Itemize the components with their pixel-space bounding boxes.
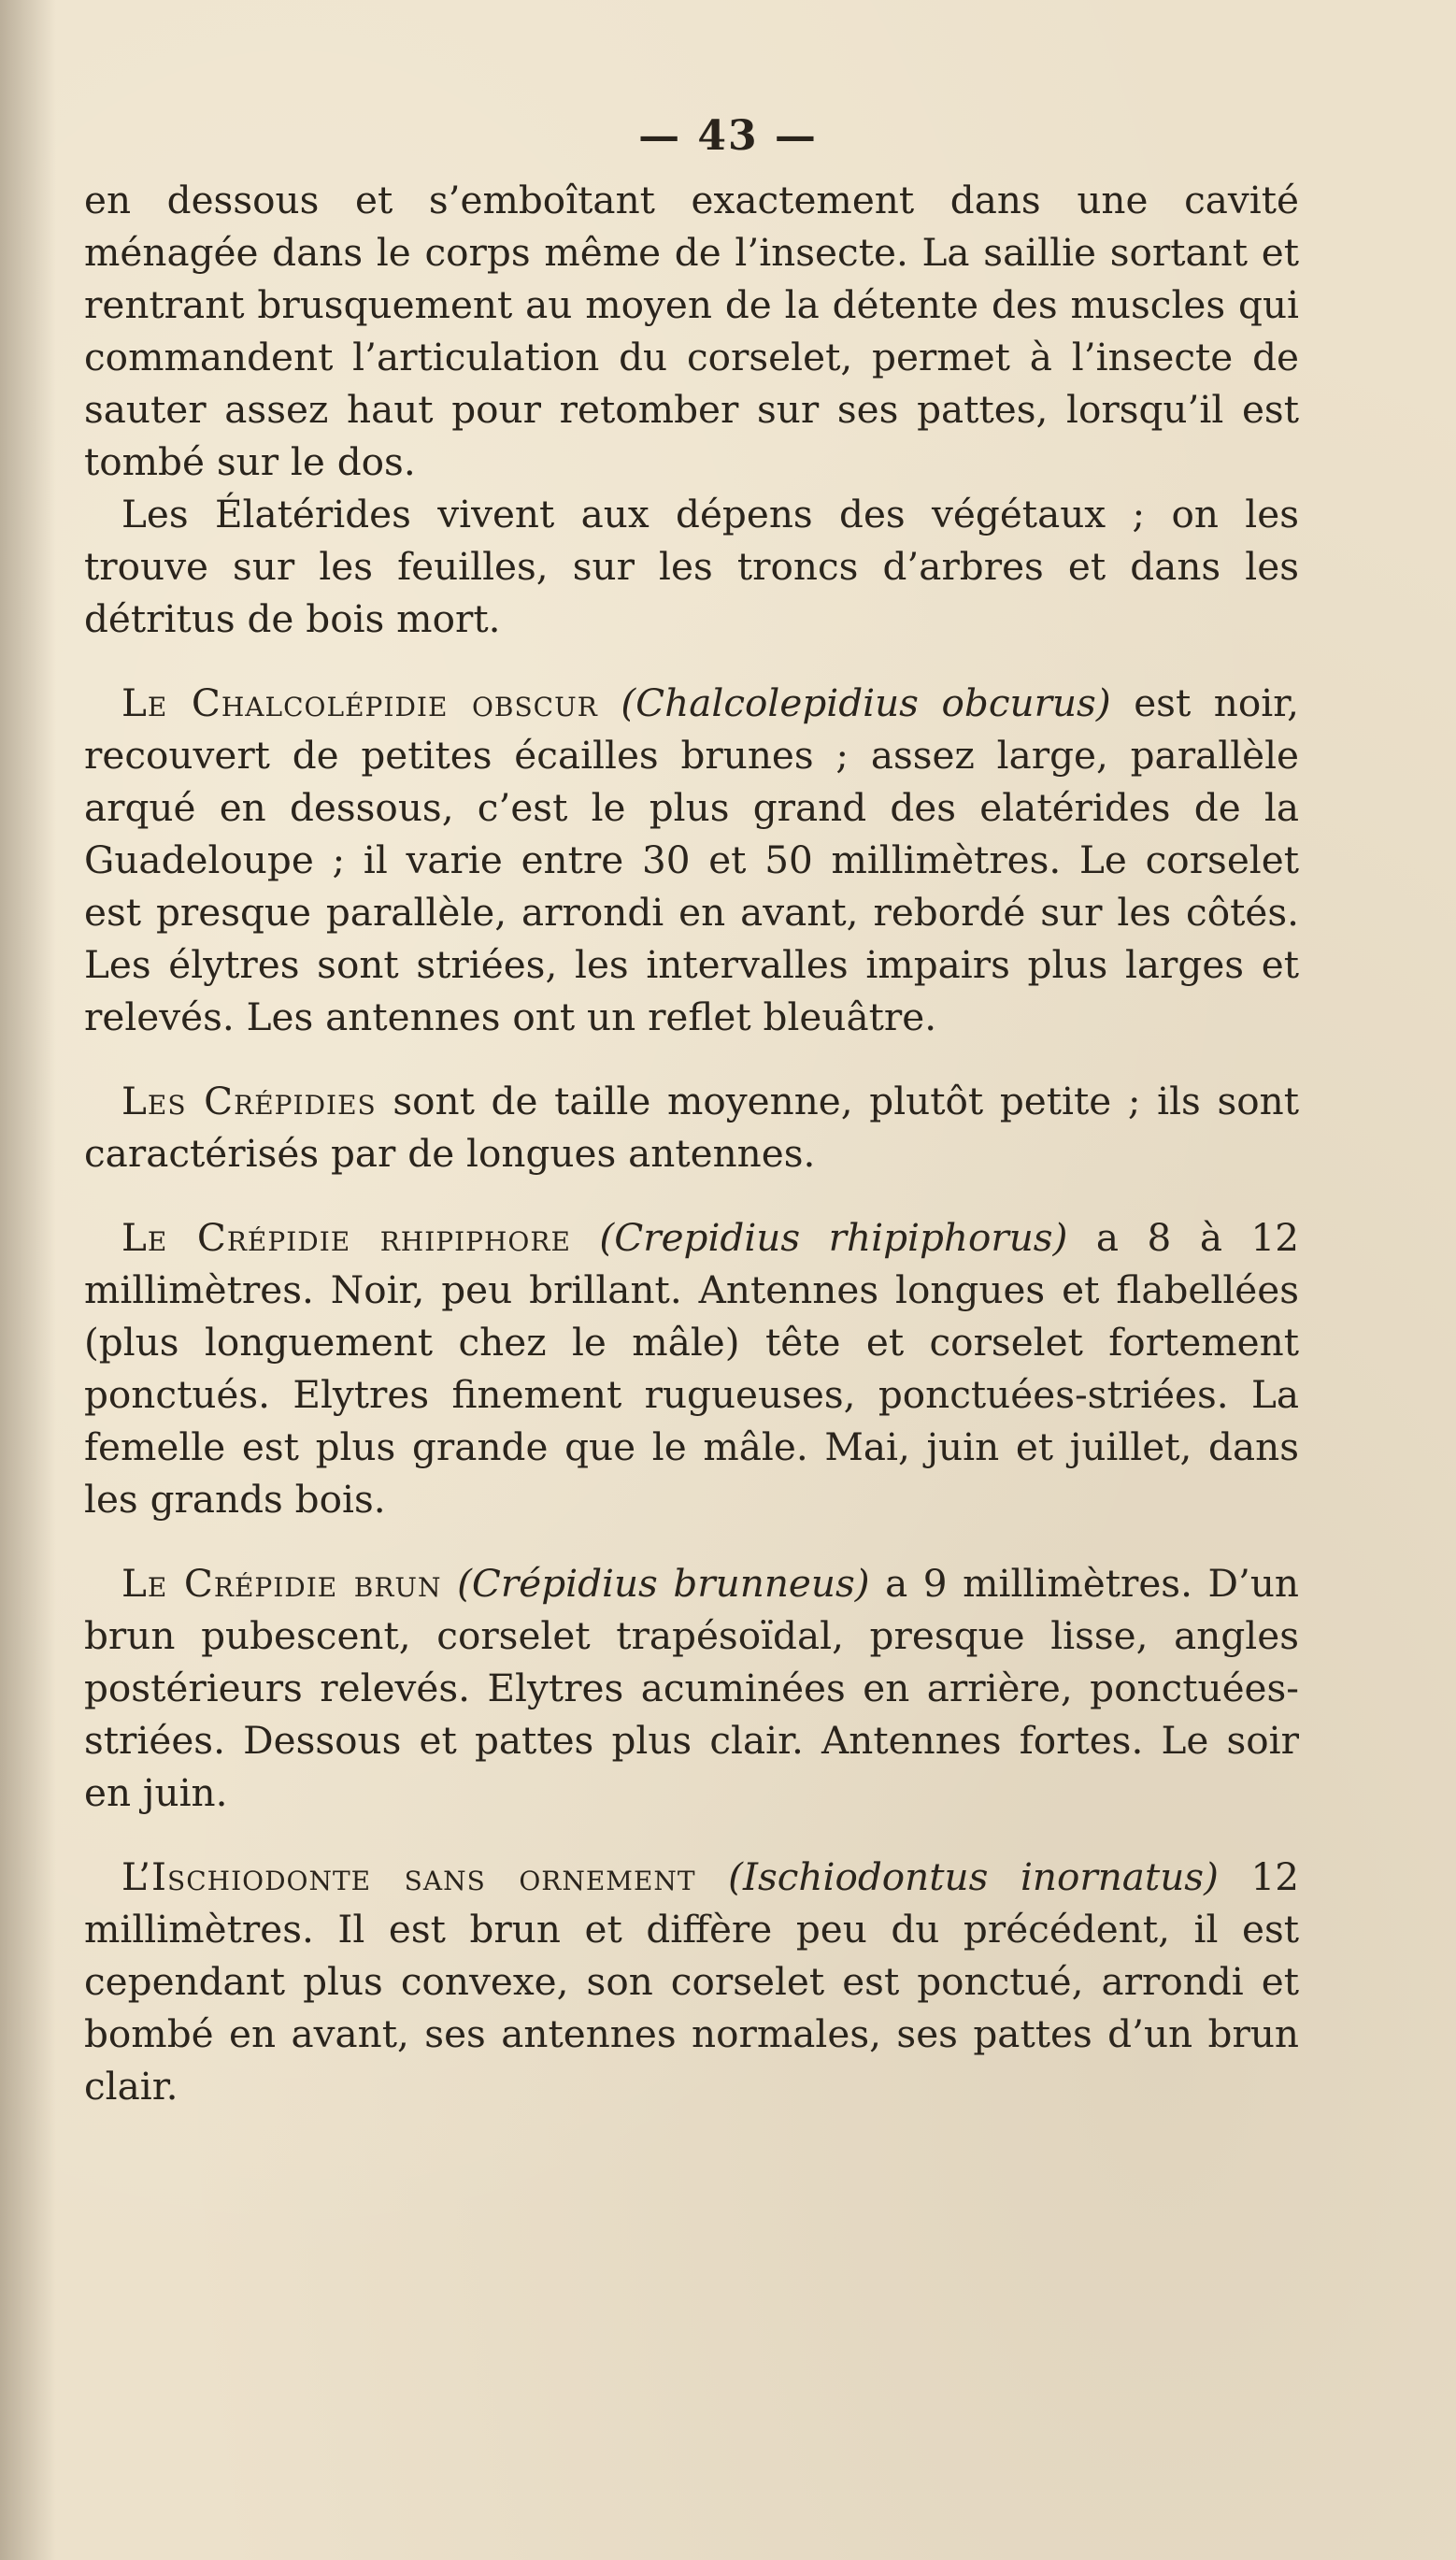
paragraph-crepidie-brun [84,1557,1299,1819]
paragraph-elaterides [84,488,1299,645]
species-latin-name: (Chalcolepidius obcurus) [621,680,1111,725]
paragraph-text: en dessous et s’emboîtant exactement dans une cavité ménagée dans le corps même de l’insecte. La saillie sortant et rentrant brusquement au moyen de la détente des muscles qui commandent l’articulation du corselet, permet à l’insecte de sauter assez haut pour retomber sur ses pattes, lorsqu’il est tombé sur le dos. [84,178,1299,484]
species-latin-name: (Crepidius rhipiphorus) [599,1215,1068,1260]
paragraph-text: Les Élatérides vivent aux dépens des végétaux ; on les trouve sur les feuilles, sur les troncs d’arbres et dans les détritus de bois mort. [84,492,1299,641]
species-name: Le Chalcolépidie obscur [121,680,598,725]
paragraph-text: 12 millimètres. Il est brun et diffère peu du précédent, il est cependant plus convexe, son corselet est ponctué, arrondi et bombé en avant, ses antennes normales, ses pattes d’un brun clair. [84,1854,1299,2109]
species-name: Le Crépidie rhipiphore [121,1215,571,1260]
paragraph-text: a 8 à 12 millimètres. Noir, peu brillant. Antennes longues et flabellées (plus longuement chez le mâle) tête et corselet fortement ponctués. Elytres finement rugueuses, ponctuées-striées. La femelle est plus grande que le mâle. Mai, juin et juillet, dans les grands bois. [84,1215,1300,1522]
species-name: Le Crépidie brun [121,1561,442,1606]
paragraph-crepidie-rhipiphore [84,1211,1299,1525]
page-spine-shadow [0,0,56,2560]
species-latin-name: (Crépidius brunneus) [457,1561,870,1606]
paragraph-text: est noir, recouvert de petites écailles brunes ; assez large, parallèle arqué en dessous, c’est le plus grand des elatérides de la Guadeloupe ; il varie entre 30 et 50 millimètres. Le corselet est presque parallèle, arrondi en avant, rebordé sur les côtés. Les élytres sont striées, les intervalles impairs plus larges et relevés. Les antennes ont un reflet bleuâtre. [84,680,1300,1039]
paragraph-text: a 9 millimètres. D’un brun pubescent, corselet trapésoïdal, presque lisse, angles postérieurs relevés. Elytres acuminées en arrière, ponctuées-striées. Dessous et pattes plus clair. Antennes fortes. Le soir en juin. [84,1561,1300,1815]
species-name: L’Ischiodonte sans ornement [121,1854,696,1899]
paragraph-chalcolepidie [84,677,1299,1043]
paragraph-text: sont de taille moyenne, plutôt petite ; ils sont caractérisés par de longues antennes. [84,1079,1300,1176]
genus-name: Les Crépidies [121,1079,377,1123]
species-latin-name: (Ischiodontus inornatus) [728,1854,1219,1899]
page-body [84,174,1299,2112]
page-number: — 43 — [638,112,818,160]
paragraph-crepidies [84,1075,1299,1180]
paragraph-ischiodonte [84,1851,1299,2112]
paragraph-continuation [84,174,1299,488]
